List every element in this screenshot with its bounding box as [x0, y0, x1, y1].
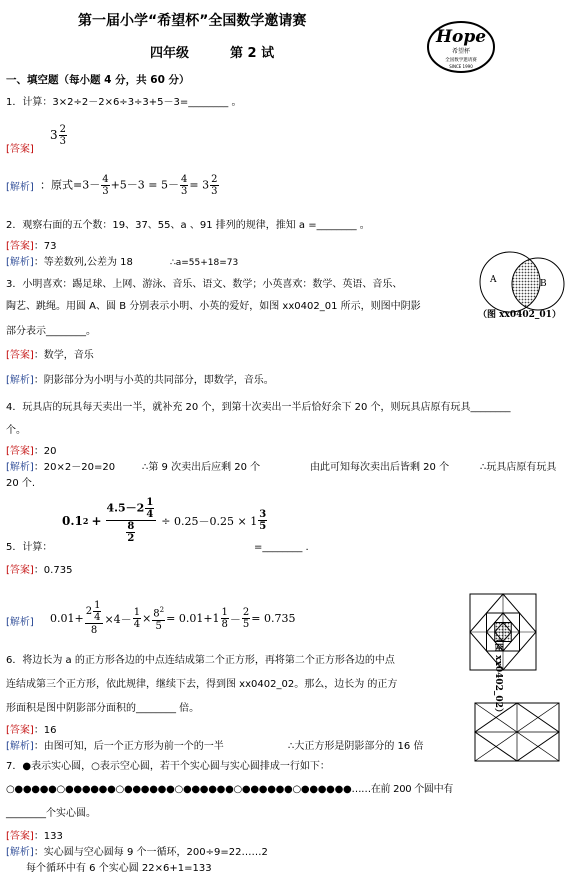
- q6-analysis-2: ∴大正方形是阴影部分的 16 倍: [288, 741, 424, 752]
- q2-analysis-label: [解析]: [6, 257, 34, 268]
- q6-line3: 形面积是图中阴影部分面积的________ 倍。: [6, 703, 200, 714]
- q5-den-den: 2: [127, 533, 135, 544]
- q3-line1: 3．小明喜欢：踢足球、上网、游泳、音乐、语文、数学；小英喜欢：数学、英语、音乐、: [6, 279, 403, 290]
- q1-ana-prefix: ：原式=3－: [40, 178, 101, 192]
- q4-analysis-label: [解析]: [6, 462, 34, 473]
- q5-ana-f4-num: 1: [221, 607, 228, 618]
- exam-label: 第 2 试: [230, 46, 275, 61]
- q5-e-a: 0.1: [62, 513, 83, 528]
- q2-answer: [6, 240, 57, 254]
- q4-answer-value: ：20: [33, 446, 57, 457]
- q1-f2-den: 3: [181, 186, 188, 197]
- q5-big-fraction: [106, 497, 157, 544]
- q5-ana-f1-top-w: 2: [85, 606, 93, 617]
- logo-sub3: SINCE 1990: [449, 64, 473, 69]
- q6-line1: 6．将边长为 a 的正方形各边的中点连结成第二个正方形，再将第二个正方形各边的中点: [6, 655, 395, 666]
- q3-line3: 部分表示________。: [6, 326, 96, 337]
- q4-analysis-1: ：20×2－20=20: [33, 462, 116, 473]
- q1-ana-mid: +5－3 = 5－: [110, 178, 180, 192]
- q4-line2: 个。: [6, 425, 26, 436]
- q5-big-num: [106, 497, 157, 521]
- q5-e-exp: 2: [82, 515, 89, 526]
- q3-answer: [6, 349, 94, 363]
- q4-line1: 4．玩具店的玩具每天卖出一半，就补充 20 个，到第十次卖出一半后恰好余下 20 个，则玩具店原有玩具________: [6, 402, 511, 413]
- q5-answer: [6, 564, 72, 578]
- q5-ana-d: = 0.01+1: [166, 612, 220, 625]
- q2-analysis-2: ∴a=55+18=73: [170, 258, 239, 268]
- q5-ana-f3-n: 8: [153, 608, 160, 620]
- q3-analysis: [6, 374, 274, 388]
- q7-answer-value: ：133: [33, 831, 63, 842]
- q5-ana-f: = 0.735: [251, 612, 296, 625]
- q4-analysis-4: ∴玩具店原有玩具: [480, 462, 557, 473]
- q5-ana-f5-den: 5: [242, 619, 250, 630]
- q6-analysis: [6, 740, 224, 754]
- q1-f2-num: 4: [181, 174, 188, 185]
- q4-answer: [6, 445, 57, 459]
- q5-big-num-a: 4.5－2: [106, 501, 145, 515]
- q7-line3: ________个实心圆。: [6, 808, 96, 819]
- q3-analysis-text: ：阴影部分为小明与小英的共同部分，即数学，音乐。: [33, 375, 274, 386]
- q5-answer-label: [答案]: [6, 565, 34, 576]
- q6-analysis-label: [解析]: [6, 741, 34, 752]
- q3-line2: 陶艺、跳绳。用圆 A、圆 B 分别表示小明、小英的爱好，如图 xx0402_01 所示，则图中阴影: [6, 301, 421, 312]
- q7-analysis-text: ：实心圆与空心圆每 9 个一循环，200÷9=22……2: [33, 847, 268, 858]
- q5-ana-f2-num: 1: [133, 607, 141, 618]
- q5-ana-f1: [85, 600, 104, 637]
- q4-analysis-2: ∴第 9 次卖出后应剩 20 个: [142, 462, 261, 473]
- q5-tail-den: 5: [259, 521, 267, 532]
- q5-den-num: 8: [127, 521, 135, 532]
- q1-answer-whole: 3: [50, 128, 58, 142]
- q4-analysis-3: 由此可知每次卖出后皆剩 20 个: [310, 462, 450, 473]
- q1-answer-num: 2: [59, 124, 67, 135]
- q6-answer: [6, 724, 57, 738]
- q5-ana-f1-top-d: 4: [94, 612, 101, 623]
- q1-text: 1．计算：3×2÷2－2×6÷3÷3+5－3=________ 。: [6, 97, 242, 108]
- q5-ana-f3-den: 5: [155, 620, 162, 632]
- q6-line2: 连结成第三个正方形，依此规律，继续下去，得到图 xx0402_02。那么，边长为 的正方: [6, 679, 398, 690]
- q5-ana-f3-exp: 2: [159, 606, 165, 615]
- q5-analysis-formula: [50, 600, 296, 637]
- q1-f1-num: 4: [102, 174, 109, 185]
- q1-answer-den: 3: [59, 136, 67, 147]
- grade-label: 四年级: [150, 46, 190, 61]
- q4-answer-label: [答案]: [6, 446, 34, 457]
- q5-mix-num: 1: [146, 497, 154, 508]
- logo-sub2: 全国数学邀请赛: [445, 58, 477, 63]
- q5-blank: =________ .: [254, 542, 309, 553]
- q6-analysis-text: ：由图可知，后一个正方形为前一个的一半: [33, 741, 224, 752]
- q2-text: 2．观察右面的五个数：19、37、55、a 、91 排列的规律，推知 a =________ 。: [6, 220, 370, 231]
- q1-f3-num: 2: [211, 174, 218, 185]
- q5-analysis-label: [解析]: [6, 617, 34, 628]
- q6-answer-label: [答案]: [6, 725, 34, 736]
- q6-answer-value: ：16: [33, 725, 57, 736]
- q5-ana-f1-top: [85, 600, 104, 624]
- logo-wordmark: Hope: [435, 27, 487, 47]
- q5-ana-c: ×: [142, 612, 152, 625]
- q5-ana-f2-den: 4: [133, 619, 141, 630]
- q1-answer-value: [50, 124, 68, 147]
- q5-ana-f1-top-n: 1: [94, 600, 101, 611]
- q5-answer-value: ：0.735: [33, 565, 73, 576]
- q2-analysis-text: ：等差数列,公差为 18: [33, 257, 133, 268]
- q5-ana-f3-num: [152, 605, 165, 620]
- section-heading: 一、填空题（每小题 4 分，共 60 分）: [6, 74, 190, 86]
- venn-caption: （图 xx0402_01）: [478, 310, 561, 320]
- q7-line1: 7．●表示实心圆，○表示空心圆，若干个实心圆与实心圆排成一行如下：: [6, 761, 330, 772]
- q2-answer-value: ：73: [33, 241, 57, 252]
- q4-analysis: [6, 461, 115, 475]
- q1-analysis-formula: [40, 174, 220, 197]
- diagonal-square-figure: [474, 702, 560, 762]
- q7-answer-label: [答案]: [6, 831, 34, 842]
- q5-e-tail: ÷ 0.25－0.25 × 1: [161, 514, 258, 528]
- q1-f1-den: 3: [102, 186, 109, 197]
- q1-answer-label: [答案]: [6, 144, 34, 155]
- q5-big-den: [126, 521, 135, 544]
- q3-analysis-label: [解析]: [6, 375, 34, 386]
- q2-analysis: [6, 256, 133, 270]
- q4-analysis-5: 20 个.: [6, 478, 36, 489]
- q1-ana-eq: = 3: [189, 178, 210, 192]
- logo-sub1: 希望杯: [451, 48, 471, 55]
- q3-answer-value: ：数学，音乐: [33, 350, 94, 361]
- q2-answer-label: [答案]: [6, 241, 34, 252]
- q7-analysis-label: [解析]: [6, 847, 34, 858]
- q5-mix-den: 4: [146, 509, 154, 520]
- q5-ana-f4-den: 8: [221, 619, 228, 630]
- q5-expression: [62, 497, 268, 544]
- q1-analysis-label: [解析]: [6, 182, 34, 193]
- q7-analysis-2: 每个循环中有 6 个实心圆 22×6+1=133: [26, 863, 212, 874]
- q1-f3-den: 3: [211, 186, 218, 197]
- q7-circles: ○●●●●●○●●●●●●○●●●●●●○●●●●●●○●●●●●●○●●●●●●……在前 200 个圆中有: [6, 784, 453, 795]
- q5-e-plus: +: [91, 513, 102, 528]
- q5-ana-e: －: [229, 612, 241, 626]
- q3-answer-label: [答案]: [6, 350, 34, 361]
- q7-answer: [6, 830, 63, 844]
- q5-ana-a: 0.01+: [50, 612, 84, 625]
- venn-label-b: B: [540, 279, 547, 289]
- q5-tail-num: 3: [259, 509, 267, 520]
- q5-ana-f5-num: 2: [242, 607, 250, 618]
- q5-ana-b: ×4－: [104, 612, 132, 626]
- q7-analysis: [6, 846, 268, 860]
- venn-label-a: A: [490, 275, 497, 285]
- q5-label: 5．计算：: [6, 542, 53, 553]
- q5-ana-f1-den: 8: [90, 625, 98, 636]
- nested-squares-caption: （图 xx0402_02）: [493, 634, 503, 717]
- page-title: 第一届小学“希望杯”全国数学邀请赛: [78, 13, 307, 29]
- hope-logo: [426, 20, 496, 74]
